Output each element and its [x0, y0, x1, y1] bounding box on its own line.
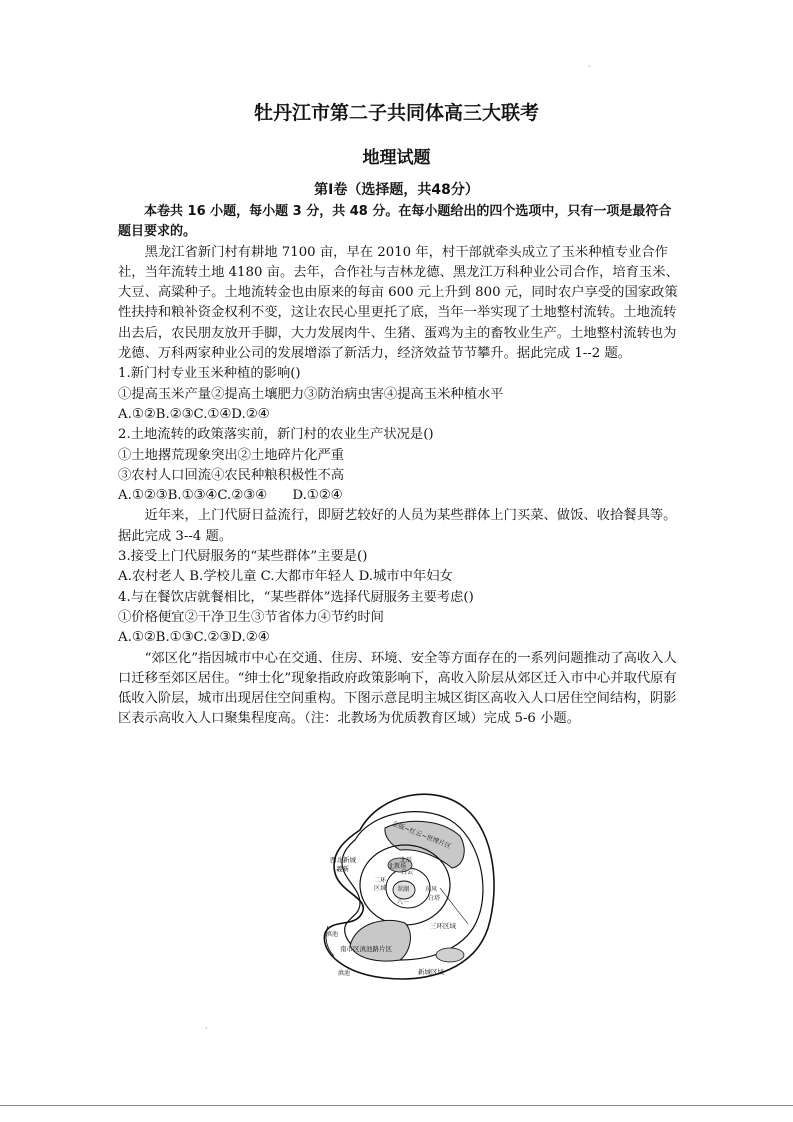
label-xincheng: 新城区域 [418, 968, 444, 976]
label-bayi: 八一 [397, 899, 410, 906]
question-4-stem: 4.与在餐饮店就餐相比，“某些群体”选择代厨服务主要考虑() [118, 589, 474, 605]
label-erhuan: 二环 [374, 877, 387, 884]
label-xibei: 西北新城 [330, 856, 356, 864]
label-dongfeng: 东风 [425, 886, 438, 893]
label-quyu: 区域 [374, 885, 387, 892]
question-2-items-2: ③农村人口回流④农民种粮积极性不高 [118, 467, 345, 483]
exam-title: 牡丹江市第二子共同体高三大联考 [253, 102, 539, 124]
question-4-items: ①价格便宜②干净卫生③节省体力④节约时间 [118, 609, 384, 625]
label-jinma: 金版~红云~世博片区 [390, 819, 453, 851]
label-xibei2: 羲新 [336, 865, 349, 873]
kunming-residential-map [300, 778, 500, 988]
label-dianchi-1: 滇池 [326, 931, 339, 938]
question-1-stem: 1.新门村专业玉米种植的影响() [118, 366, 301, 382]
speck-2: · [205, 1024, 208, 1033]
question-3-options: A.农村老人 B.学校儿童 C.大都市年轻人 D.城市中年妇女 [118, 569, 453, 585]
shijicheng-zone [436, 948, 464, 962]
label-cuihu: 翠湖 [397, 886, 410, 893]
label-nanshi: 南市区滇池路片区 [340, 945, 392, 953]
question-3-stem: 3.接受上门代厨服务的“某些群体”主要是() [118, 549, 368, 565]
question-2-options: A.①②③B.①③④C.②③④ D.①②④ [118, 488, 343, 504]
question-4-options: A.①②B.①③C.②③D.②④ [118, 630, 270, 646]
label-beichen: 北辰 [400, 857, 413, 864]
passage-1: 黑龙江省新门村有耕地 7100 亩，早在 2010 年，村干部就牵头成立了玉米种植专业合作社，当年流转土地 4180 亩。去年，合作社与吉林龙德、黑龙江万科种业公司合作，培育玉米、大豆、高粱种子。土地流转金也由原来的每亩 600 元上升到 800 元，同时农户享受的国家政策性扶持和粮补资金权利不变，这让农民心里更托了底，当年一举实现了土地整村流转。土地流转出去后，农民朋友放开手脚，大力发展肉牛、生猪、蛋鸡为主的畜牧业生产。土地整村流转也为龙德、万科两家种业公司的发展增添了新活力，经济效益节节攀升。据此完成 1--2 题。 [118, 244, 679, 362]
label-beijiaochang: 北教场 [388, 863, 407, 870]
label-dianchi-2: 滇池 [338, 970, 351, 977]
instructions: 本卷共 16 小题，每小题 3 分，共 48 分。在每小题给出的四个选项中，只有一项是最符合题目要求的。 [118, 204, 672, 240]
label-baita: 白塔 [428, 895, 441, 902]
question-1-items: ①提高玉米产量②提高土壤肥力③防治病虫害④提高玉米种植水平 [118, 386, 504, 402]
question-2-items-1: ①土地撂荒现象突出②土地碎片化严重 [118, 447, 345, 463]
exam-body [118, 202, 680, 730]
map-svg [300, 778, 500, 988]
subject-title: 地理试题 [362, 148, 431, 168]
question-2-stem: 2.土地流转的政策落实前，新门村的农业生产状况是() [118, 427, 434, 443]
page-bottom-rule [0, 1105, 793, 1106]
label-sanhuan: 三环区域 [430, 922, 456, 930]
passage-3: “郊区化”指因城市中心在交通、住房、环境、安全等方面存在的一系列问题推动了高收入人口迁移至郊区居住。“绅士化”现象指政府政策影响下，高收入阶层从郊区迁入市中心并取代原有低收入阶层，城市出现居住空间重构。下图示意昆明主城区街区高收入人口居住空间结构，阴影区表示高收入人口聚集程度高。（注：北教场为优质教育区域）完成 5-6 小题。 [118, 650, 677, 727]
passage-2: 近年来，上门代厨日益流行，即厨艺较好的人员为某些群体上门买菜、做饭、收拾餐具等。据此完成 3--4 题。 [118, 508, 677, 544]
question-1-options: A.①②B.②③C.①④D.②④ [118, 406, 270, 422]
divider-line [440, 888, 468, 924]
speck: · [588, 62, 591, 71]
shaded-south-zone [350, 920, 410, 961]
label-baiyun: 白云 [401, 869, 414, 876]
section-title: 第Ⅰ卷（选择题，共48分） [314, 182, 479, 198]
